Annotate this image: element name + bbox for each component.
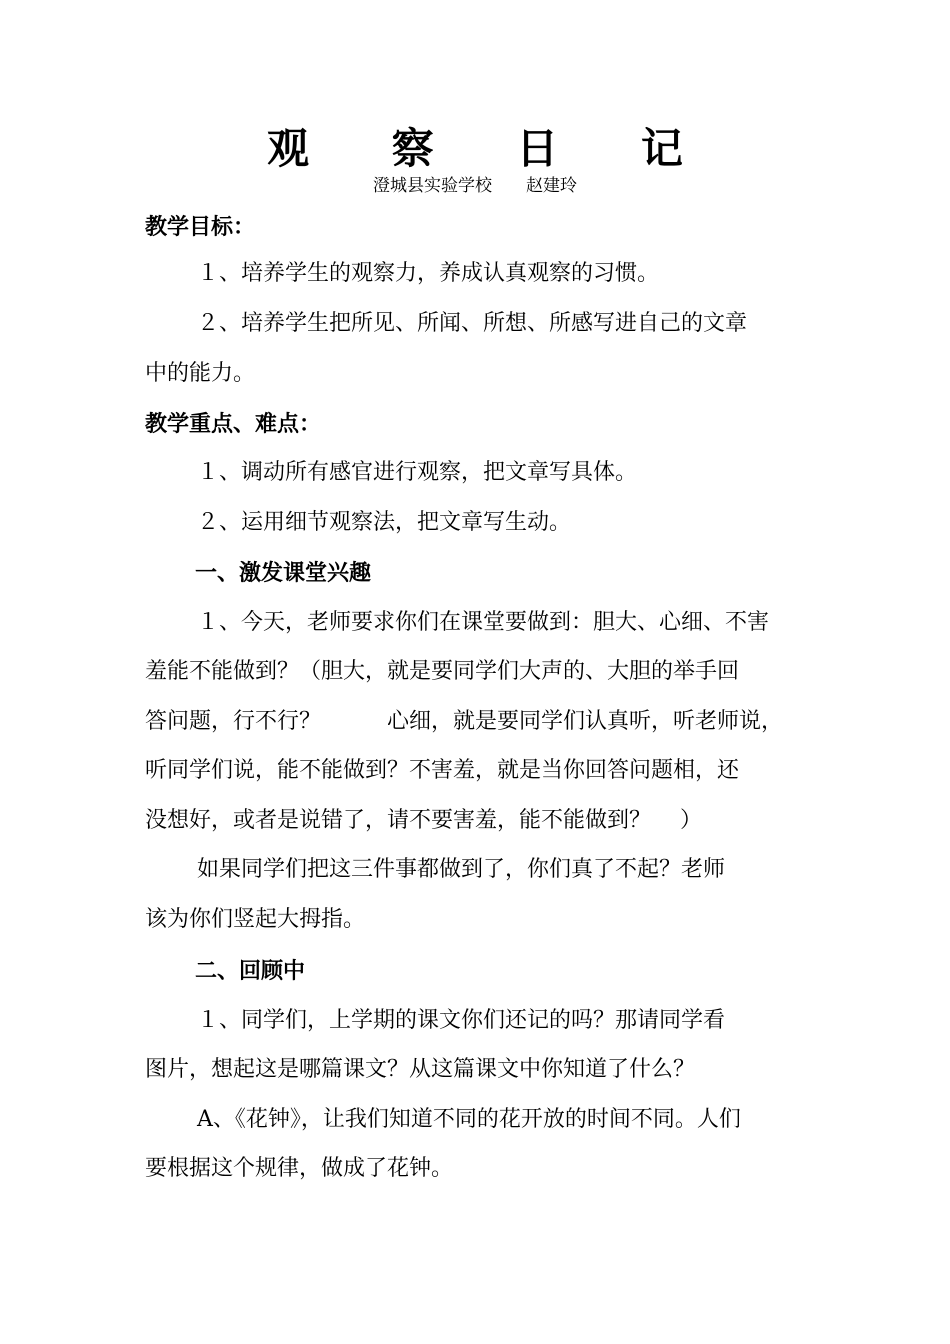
paragraph-line: 没想好，或者是说错了，请不要害羞，能不能做到？ ） bbox=[145, 808, 702, 833]
paragraph-line: 答问题，行不行？ 心细，就是要同学们认真听，听老师说， bbox=[145, 709, 784, 734]
author-line: 澄城县实验学校 赵建玲 bbox=[373, 176, 577, 196]
keypoint-line: １、调动所有感官进行观察，把文章写具体。 bbox=[197, 460, 638, 485]
paragraph-line: 图片，想起这是哪篇课文？从这篇课文中你知道了什么？ bbox=[145, 1057, 696, 1082]
keypoints-heading: 教学重点、难点： bbox=[145, 411, 322, 437]
paragraph-line: 该为你们竖起大拇指。 bbox=[145, 907, 366, 932]
paragraph-line: A、《花钟》，让我们知道不同的花开放的时间不同。人们 bbox=[197, 1107, 741, 1132]
keypoint-line: ２、运用细节观察法，把文章写生动。 bbox=[197, 510, 572, 535]
objectives-heading: 教学目标： bbox=[145, 214, 256, 240]
paragraph-line: 听同学们说，能不能做到？不害羞，就是当你回答问题相，还 bbox=[145, 758, 740, 783]
paragraph-line: １、同学们，上学期的课文你们还记的吗？那请同学看 bbox=[197, 1008, 726, 1033]
objective-line: ２、培养学生把所见、所闻、所想、所感写进自己的文章 bbox=[197, 311, 748, 336]
paragraph-line: 要根据这个规律，做成了花钟。 bbox=[145, 1156, 454, 1181]
page-title: 观 察 日 记 bbox=[267, 124, 717, 173]
section-heading: 一、激发课堂兴趣 bbox=[195, 560, 372, 586]
objective-line: 中的能力。 bbox=[145, 361, 256, 386]
paragraph-line: 羞能不能做到？（胆大，就是要同学们大声的、大胆的举手回 bbox=[145, 659, 740, 684]
paragraph-line: １、今天，老师要求你们在课堂要做到：胆大、心细、不害 bbox=[197, 610, 770, 635]
paragraph-line: 如果同学们把这三件事都做到了，你们真了不起？老师 bbox=[197, 857, 726, 882]
objective-line: １、培养学生的观察力，养成认真观察的习惯。 bbox=[197, 261, 660, 286]
section-heading: 二、回顾中 bbox=[195, 958, 306, 984]
